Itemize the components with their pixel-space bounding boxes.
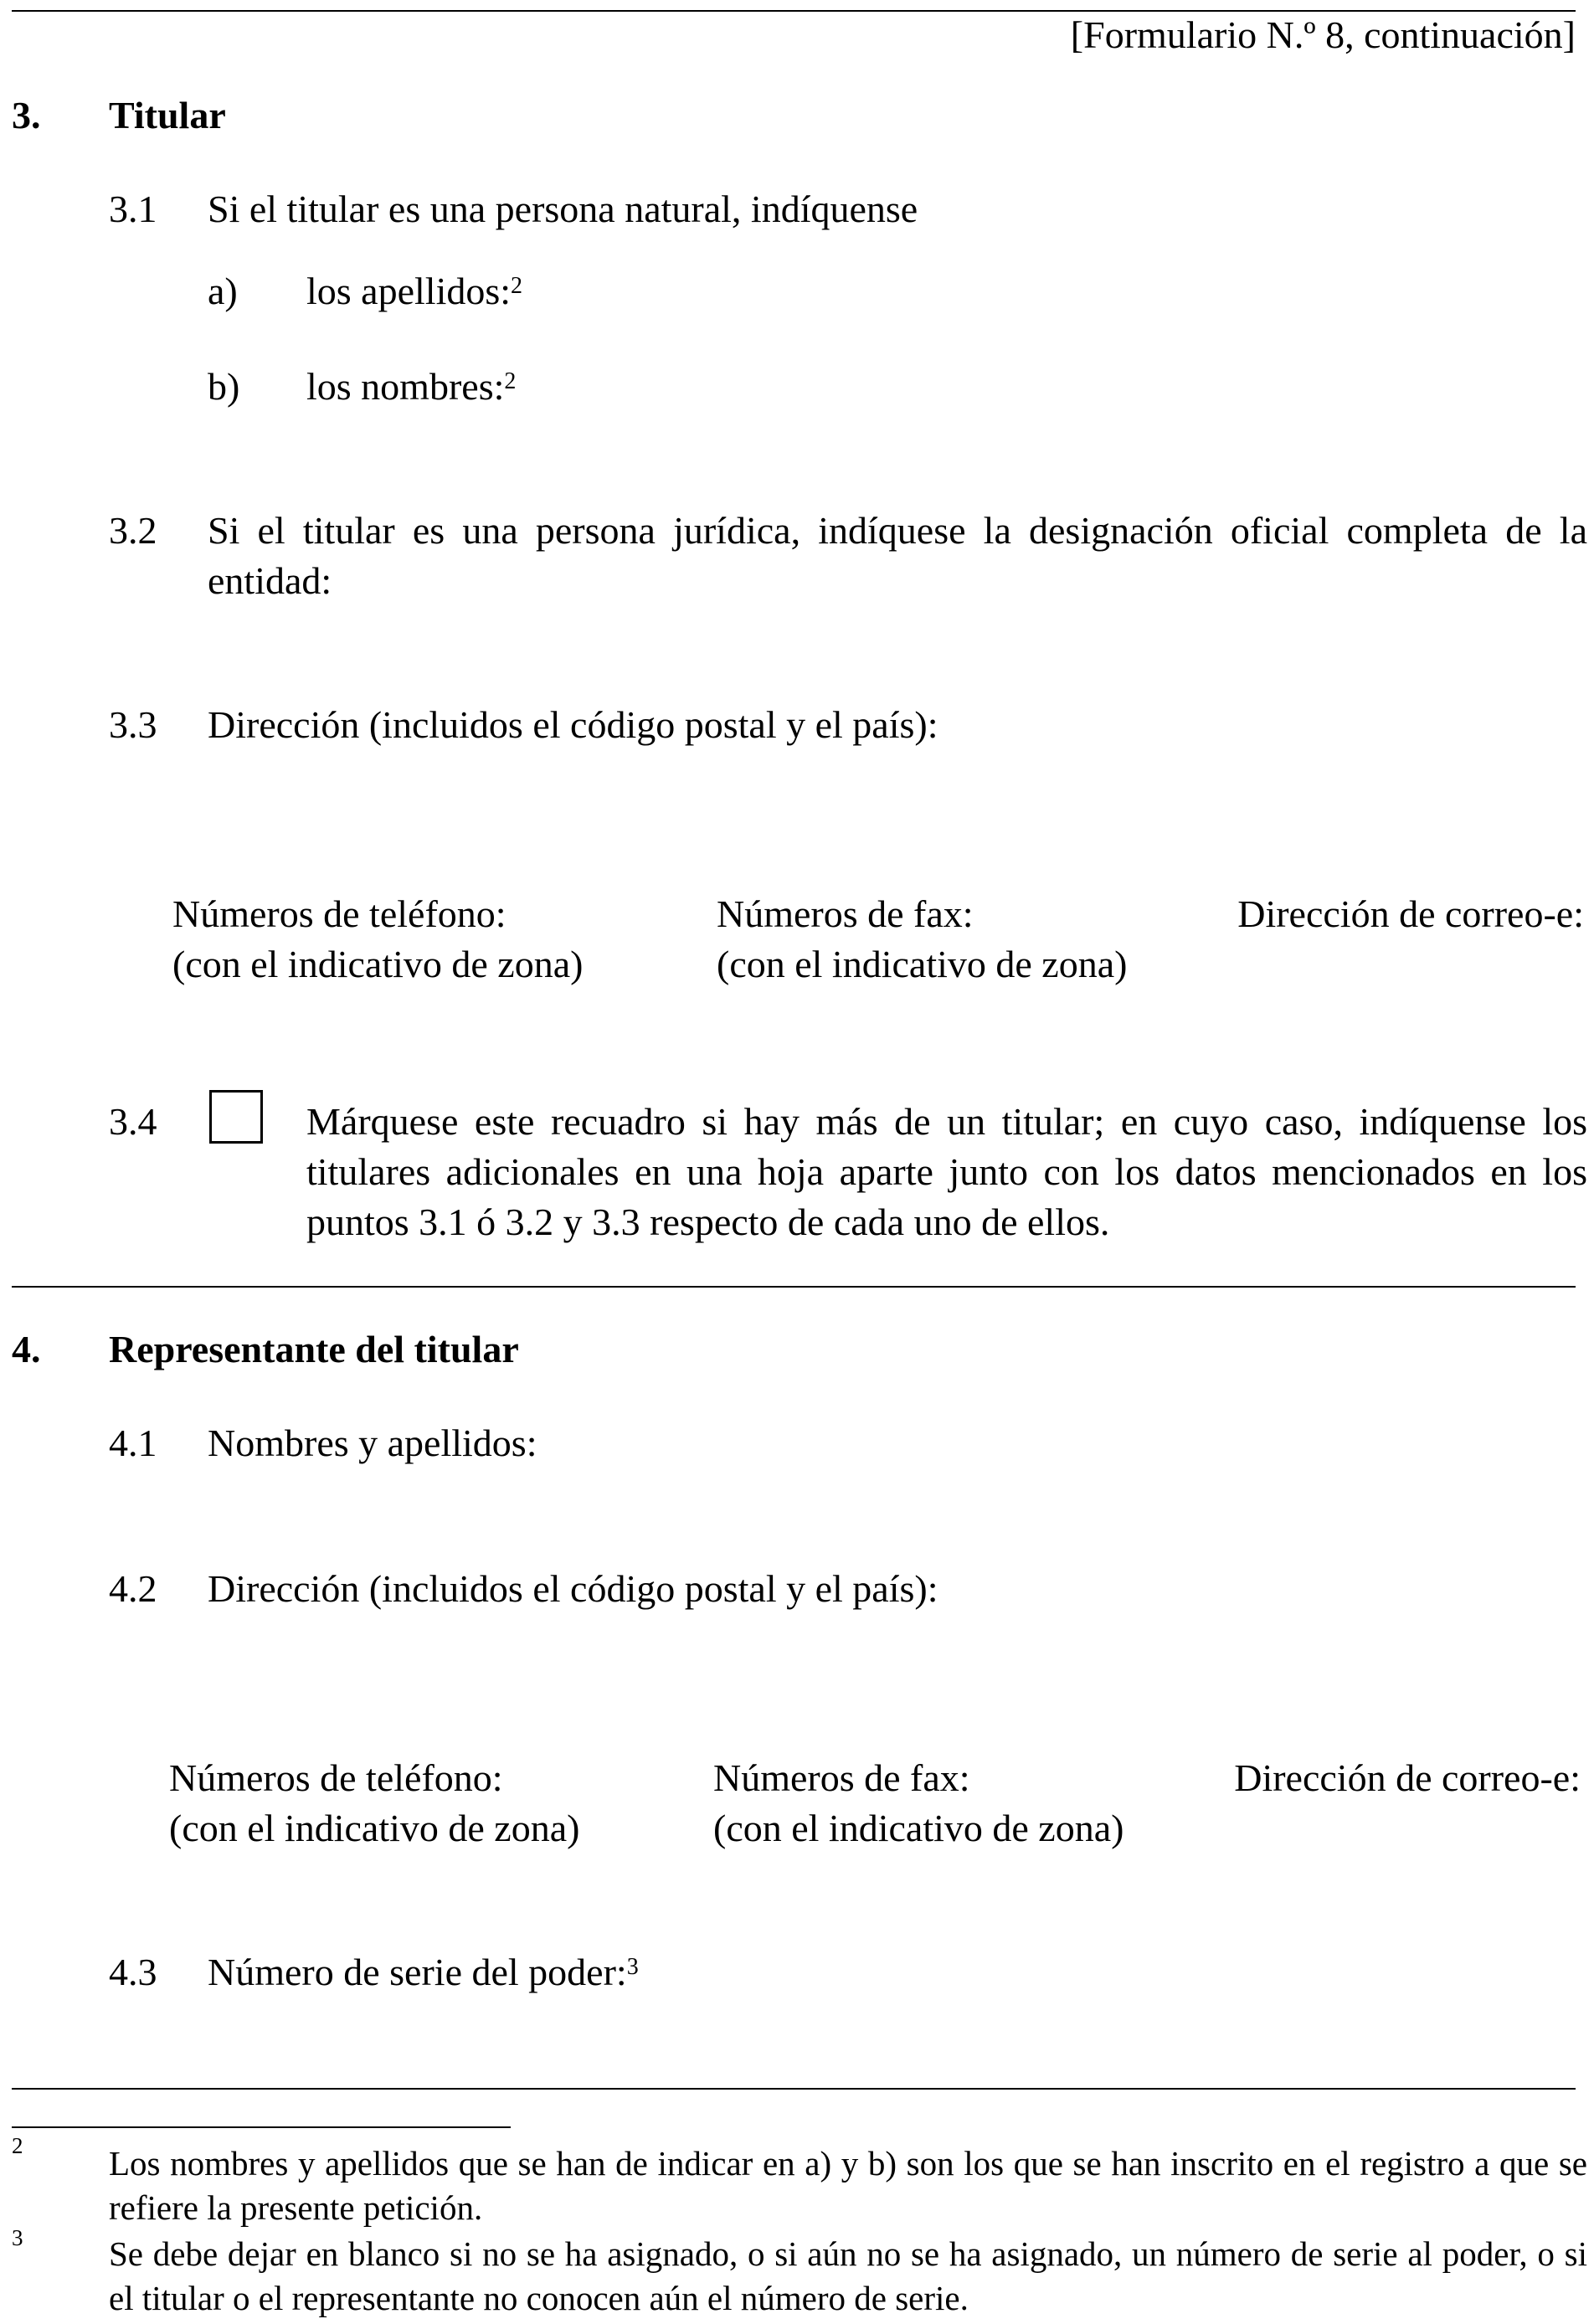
- item-4-3-number: 4.3: [109, 1951, 157, 1993]
- item-3-1-number: 3.1: [109, 188, 157, 230]
- representative-fax-label: Números de fax:: [713, 1756, 970, 1799]
- representative-phone-hint: (con el indicativo de zona): [169, 1807, 580, 1849]
- footnote-2-text: Los nombres y apellidos que se han de indicar en a) y b) son los que se han inscrito en el registro a que se refiere la presente petición.: [109, 2144, 1587, 2227]
- section-3-number: 3.: [12, 94, 41, 136]
- holder-email-label: Dirección de correo-e:: [1237, 892, 1584, 935]
- holder-fax-label: Números de fax:: [717, 892, 974, 935]
- representative-fax-hint: (con el indicativo de zona): [713, 1807, 1124, 1849]
- item-4-2-number: 4.2: [109, 1567, 157, 1610]
- representative-email-label: Dirección de correo-e:: [1234, 1756, 1581, 1799]
- form-continuation-header: [Formulario N.º 8, continuación]: [1070, 13, 1576, 56]
- footnote-ref-2: 2: [504, 368, 517, 394]
- item-3-4-text: Márquese este recuadro si hay más de un titular; en cuyo caso, indíquense los titulares adicionales en una hoja aparte junto con los datos mencionados en los puntos 3.1 ó 3.2 y 3.3 respecto de cada uno de ellos.: [306, 1100, 1587, 1243]
- holder-phone-label: Números de teléfono:: [172, 892, 506, 935]
- item-4-3: [208, 1947, 639, 1998]
- item-3-3-number: 3.3: [109, 703, 157, 746]
- item-3-4-number: 3.4: [109, 1100, 157, 1143]
- item-3-1-b-label: b): [208, 365, 240, 408]
- item-4-3-text: Número de serie del poder:: [208, 1951, 627, 1993]
- item-4-1-text: Nombres y apellidos:: [208, 1422, 537, 1464]
- item-4-2-text: Dirección (incluidos el código postal y el país):: [208, 1567, 938, 1610]
- holder-fax-hint: (con el indicativo de zona): [717, 943, 1128, 985]
- footnote-2-marker: 2: [12, 2133, 23, 2158]
- section-divider: [12, 1286, 1576, 1288]
- holder-phone-hint: (con el indicativo de zona): [172, 943, 584, 985]
- footnote-ref-3: 3: [626, 1954, 639, 1980]
- item-3-1-b: [306, 362, 516, 412]
- footnote-3-marker: 3: [12, 2225, 23, 2250]
- footnote-3-text: Se debe dejar en blanco si no se ha asignado, o si aún no se ha asignado, un número de serie al poder, o si el titular o el representante no conocen aún el número de serie.: [109, 2234, 1587, 2317]
- item-3-1-a: [306, 266, 522, 316]
- representative-phone-label: Números de teléfono:: [169, 1756, 503, 1799]
- item-3-3-text: Dirección (incluidos el código postal y el país):: [208, 703, 938, 746]
- item-3-1-text: Si el titular es una persona natural, indíquense: [208, 188, 918, 230]
- item-4-1-number: 4.1: [109, 1422, 157, 1464]
- item-3-1-a-text: los apellidos:: [306, 270, 512, 312]
- section-4-title: Representante del titular: [109, 1328, 519, 1370]
- section-4-number: 4.: [12, 1328, 41, 1370]
- bottom-divider: [12, 2088, 1576, 2090]
- footnote-separator: [12, 2126, 511, 2128]
- item-3-1-b-text: los nombres:: [306, 365, 505, 408]
- multiple-holders-checkbox[interactable]: [209, 1090, 263, 1144]
- item-3-2-text: Si el titular es una persona jurídica, indíquese la designación oficial completa de la entidad:: [208, 509, 1587, 602]
- item-3-1-a-label: a): [208, 270, 238, 312]
- footnote-ref-2: 2: [511, 273, 523, 299]
- section-3-title: Titular: [109, 94, 226, 136]
- item-3-2-number: 3.2: [109, 509, 157, 552]
